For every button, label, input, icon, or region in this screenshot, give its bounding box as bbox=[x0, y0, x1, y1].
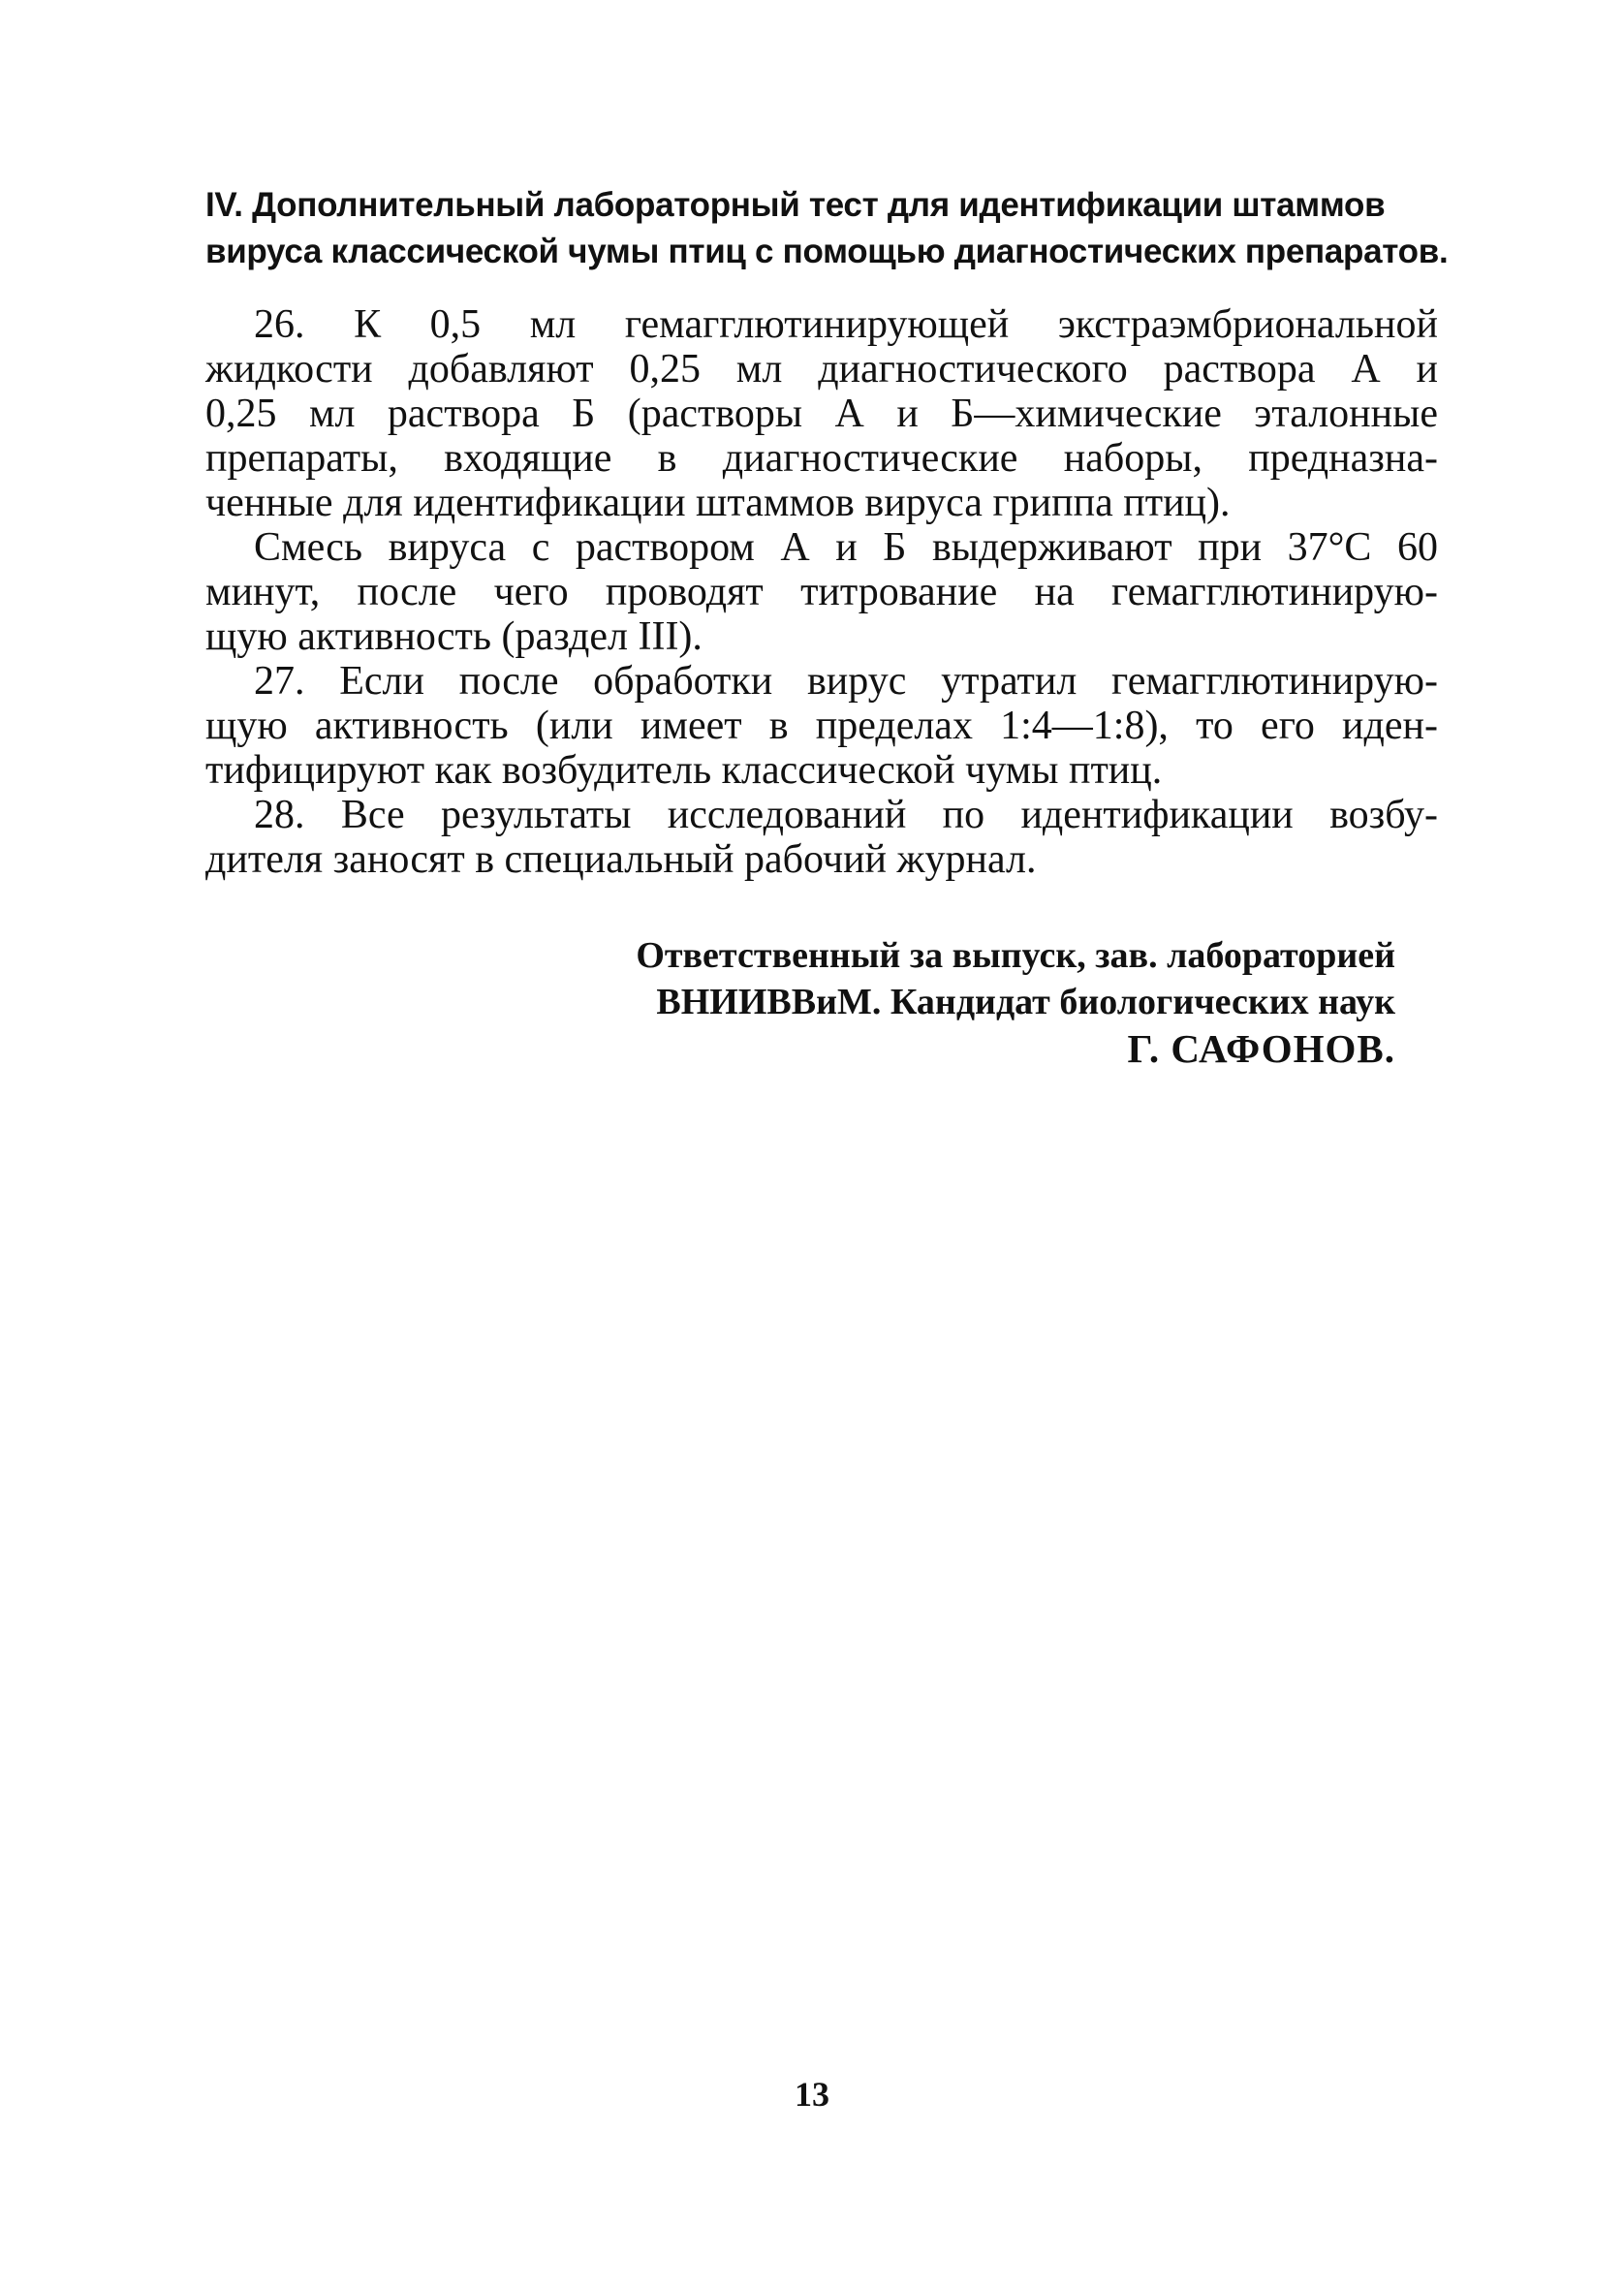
text-line: щую активность (или имеет в пределах 1:4—1:8), то его иден- bbox=[205, 704, 1438, 748]
signature-responsible-line: Ответственный за выпуск, зав. лабораторией bbox=[636, 935, 1395, 976]
text-line: жидкости добавляют 0,25 мл диагностического раствора А и bbox=[205, 347, 1438, 392]
text-line: 0,25 мл раствора Б (растворы А и Б—химические эталонные bbox=[205, 392, 1438, 436]
text-line: дителя заносят в специальный рабочий журнал. bbox=[205, 837, 1037, 882]
text-line: ченные для идентификации штаммов вируса гриппа птиц). bbox=[205, 481, 1231, 525]
text-line: препараты, входящие в диагностические наборы, предназна- bbox=[205, 436, 1438, 481]
body-text bbox=[205, 302, 1438, 882]
paragraph-mixture bbox=[205, 525, 1438, 659]
text-line: 28. Все результаты исследований по идентификации возбу- bbox=[254, 793, 1438, 837]
page-number: 13 bbox=[795, 2075, 829, 2114]
text-line: 27. Если после обработки вирус утратил гемагглютинирую- bbox=[254, 659, 1438, 704]
section-heading-line: IV. Дополнительный лабораторный тест для идентификации штаммов bbox=[205, 186, 1386, 224]
signature-institution-line: ВНИИВВиМ. Кандидат биологических наук bbox=[656, 982, 1395, 1022]
text-line: минут, после чего проводят титрование на гемагглютинирую- bbox=[205, 570, 1438, 614]
signature-block bbox=[484, 932, 1395, 1072]
text-line: тифицируют как возбудитель классической чумы птиц. bbox=[205, 748, 1163, 793]
text-line: щую активность (раздел III). bbox=[205, 614, 703, 659]
section-heading-line: вируса классической чумы птиц с помощью диагностических препаратов. bbox=[205, 233, 1449, 270]
paragraph-27 bbox=[205, 659, 1438, 793]
paragraph-28 bbox=[205, 793, 1438, 882]
paragraph-26 bbox=[205, 302, 1438, 525]
section-heading bbox=[205, 182, 1449, 275]
signature-name: Г. САФОНОВ. bbox=[1127, 1026, 1395, 1071]
text-line: 26. К 0,5 мл гемагглютинирующей экстраэмбриональной bbox=[254, 302, 1438, 347]
text-line: Смесь вируса с раствором А и Б выдерживают при 37°С 60 bbox=[254, 525, 1438, 570]
